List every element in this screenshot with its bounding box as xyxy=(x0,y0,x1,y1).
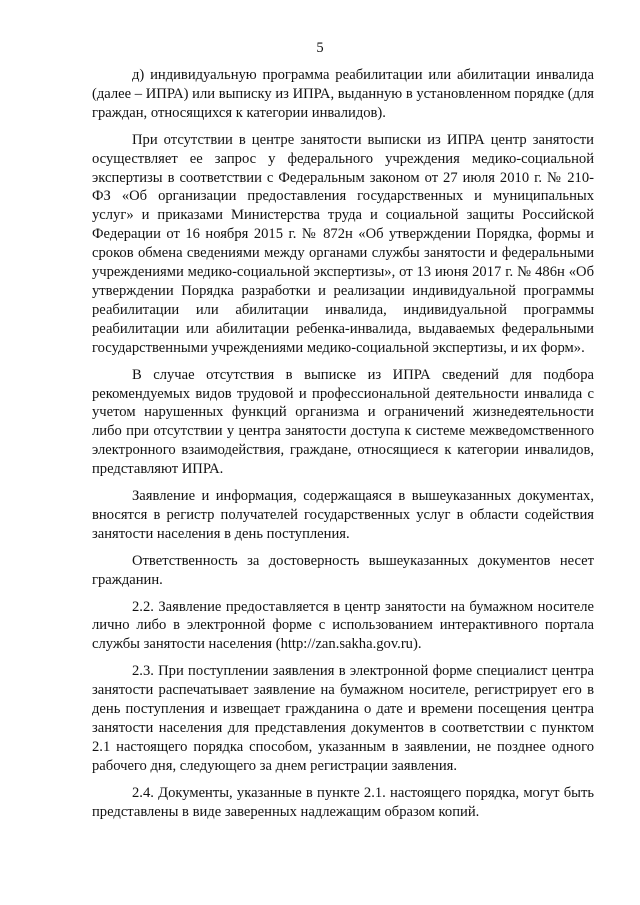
paragraph-ipra-absent-info: В случае отсутствия в выписке из ИПРА сведений для подбора рекомендуемых видов трудовой и профессиональной деятельности инвалида с учетом нарушенных функций организма и ограничений жизнедеятельности либо при отсутствии у центра занятости доступа к системе межведомственного электронного взаимодействия, граждане, относящиеся к категории инвалидов, представляют ИПРА. xyxy=(92,366,594,478)
paragraph-ipra-item-d: д) индивидуальную программа реабилитации или абилитации инвалида (далее – ИПРА) или выписку из ИПРА, выданную в установленном порядке (для граждан, относящихся к категории инвалидов). xyxy=(92,67,594,121)
document-body xyxy=(92,66,594,830)
paragraph-section-2-2: 2.2. Заявление предоставляется в центр занятости на бумажном носителе лично либо в электронной форме с использованием интерактивного портала службы занятости населения (http://zan.sakha.gov.ru). xyxy=(92,598,594,653)
paragraph-section-2-4: 2.4. Документы, указанные в пункте 2.1. настоящего порядка, могут быть представлены в виде заверенных надлежащим образом копий. xyxy=(92,784,594,820)
paragraph-responsibility: Ответственность за достоверность вышеуказанных документов несет гражданин. xyxy=(92,552,594,588)
page-number: 5 xyxy=(316,40,324,56)
paragraph-section-2-3: 2.3. При поступлении заявления в электронной форме специалист центра занятости распечатывает заявление на бумажном носителе, регистрирует его в день поступления и извещает гражданина о дате и времени посещения центра занятости населения для представления документов в соответствии с пунктом 2.1 настоящего порядка способом, указанным в заявлении, не позднее одного рабочего дня, следующего за днем регистрации заявления. xyxy=(92,663,594,774)
paragraph-registry-entry: Заявление и информация, содержащаяся в вышеуказанных документах, вносятся в регистр получателей государственных услуг в области содействия занятости населения в день поступления. xyxy=(92,488,594,542)
paragraph-ipra-request: При отсутствии в центре занятости выписки из ИПРА центр занятости осуществляет ее запрос у федерального учреждения медико-социальной экспертизы в соответствии с Федеральным законом от 27 июля 2010 г. № 210-ФЗ «Об организации предоставления государственных и муниципальных услуг» и приказами Министерства труда и социальной защиты Российской Федерации от 16 ноября 2015 г. № 872н «Об утверждении Порядка, формы и сроков обмена сведениями между органами службы занятости и федеральными учреждениями медико-социальной экспертизы», от 13 июня 2017 г. № 486н «Об утверждении Порядка разработки и реализации индивидуальной программы реабилитации или абилитации инвалида, индивидуальной программы реабилитации или абилитации ребенка-инвалида, выдаваемых федеральными государственными учреждениями медико-социальной экспертизы, и их форм». xyxy=(92,131,594,356)
